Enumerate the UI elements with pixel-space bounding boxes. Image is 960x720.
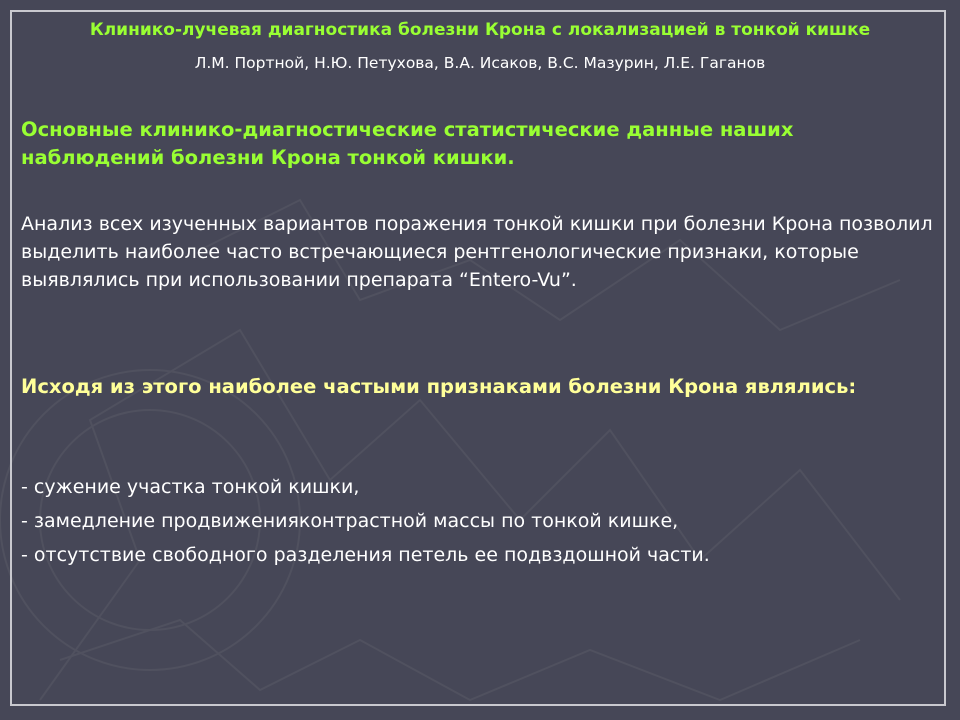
list-item: - замедление продвиженияконтрастной массы по тонкой кишке, xyxy=(21,510,679,532)
analysis-paragraph: Анализ всех изученных вариантов поражения тонкой кишки при болезни Крона позволил выделить наиболее часто встречающиеся рентгенологические признаки, которые выявлялись при использовании препарата “Entero-Vu”. xyxy=(21,213,933,291)
section-heading: Основные клинико-диагностические статистические данные наших наблюдений болезни Крона тонкой кишки. xyxy=(21,118,794,169)
authors-line: Л.М. Портной, Н.Ю. Петухова, В.А. Исаков, В.С. Мазурин, Л.Е. Гаганов xyxy=(194,54,766,72)
findings-heading: Исходя из этого наиболее частыми признаками болезни Крона являлись: xyxy=(21,375,857,398)
list-item: - отсутствие свободного разделения петель ее подвздошной части. xyxy=(21,544,710,566)
slide-frame xyxy=(10,10,946,706)
slide-title: Клинико-лучевая диагностика болезни Крона с локализацией в тонкой кишке xyxy=(89,20,871,40)
list-item: - сужение участка тонкой кишки, xyxy=(21,476,360,498)
findings-list xyxy=(21,470,936,572)
